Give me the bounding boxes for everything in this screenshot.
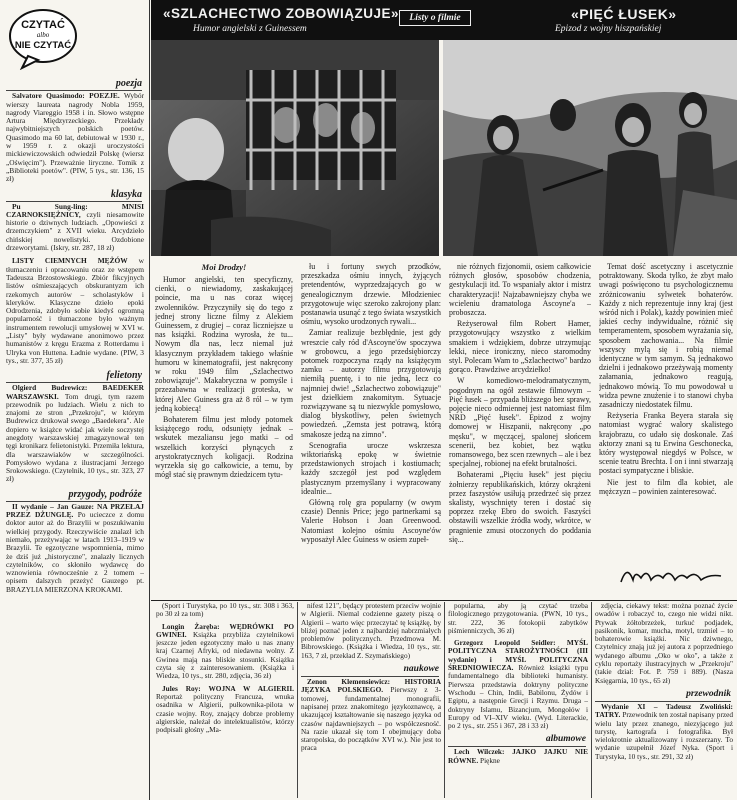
film-title-right: «PIĘĆ ŁUSEK» [571, 6, 677, 22]
article-paragraph: łu i fortuny swych przodków, przeszkadza ośmiu innych, żyjących pretendentów, wyprzedzających go w genealogicznym drzewie. Młodzieniec przygotowuje więc szeroko zakrojony plan: postanawia usunąć z tego świata wszystkich ośmiu, wysoko urodzonych rywali... [301, 262, 441, 327]
column-divider [297, 602, 298, 798]
article-paragraph: Reżyseria Franka Beyera starała się natomiast wygrać walory skalistego krajobrazu, co udało się doskonale. Zaś aktorzy znani są tu Erwina Geschonecka, który występował niegdyś w Polsce, w scenie teatru Brechta. I on i inni stwarzają postaci sympatyczne i bliskie. [599, 411, 733, 476]
book-entry-title: Lech Wilczek: JAJKO JAJKU NIE RÓWNE. [448, 747, 588, 765]
book-entry-title: Zenon Klemensiewicz: HISTORIA JĘZYKA POLSKIEGO. [301, 677, 441, 695]
book-entry-text: Pierwszy z 3-tomowej, fundamentalnej monografii, napisanej przez znakomitego językoznawcę, a ukazującej kształtowanie się naszego języka od czasów najdawniejszych – po współczesność. Na razie ukazał się tom I obejmujący doba staropolska, do początków XVI w.). Nie jest to praca [301, 685, 441, 753]
column-divider [444, 602, 445, 798]
book-entry-text: Po ucieczce z domu doktor autor aż do Brazylii w poszukiwaniu wielkiej przygody. Rzeczywiście znalazł ich niemało, przeżywając w latach 1913–1919 w Brazylii. Te egzotyczne wspomnienia, mimo że dziś już „historyczne", znalazły licznych czytelników, co skłoniło wydawcę do wznowienia równocześnie z 2 tomem – opisem dalszych przeżyć Gauzego pt. BRAZYLIA MIERZONA KROKAMI. [6, 510, 144, 594]
bottom-column-2 [301, 602, 441, 800]
article-paragraph: Reżyserował film Robert Hamer, przygotowujący wszystko z wielkim smakiem i wdziękiem, dobrze utrzymując lekki, niece ironiczny, nieco staromodny styl. Polecam Wam to „Szlachectwo" bardzo gorąco. Prawdziwe arcydziełko! [449, 319, 591, 375]
book-entry [6, 257, 144, 365]
book-entry [301, 678, 441, 753]
article-paragraph: Bohaterem filmu jest młody potomek książęcego rodu, odsunięty jednak – wskutek mezaliansu jego matki – od wszelkich korzyści płynących z arystokratycznych koligacji. Rodzina wyrzekła się go całkowicie, a temu, by mógł stać się prawnym dziedzicem tytu- [155, 415, 293, 480]
book-entry [6, 203, 144, 253]
article-paragraph: Nie jest to film dla kobiet, ale mężczyzn – powinien zainteresować. [599, 477, 733, 496]
article-paragraph: Bohaterami „Pięciu łusek" jest pięciu żołnierzy republikańskich, którzy okrążeni przez faszystów usiłują przedrzeć się przez skalisty, wyschnięty teren i dostać się poprzez rzekę Ebro do swoich. Faszyści obstawili wszelkie źródła wody, wkrótce, w pragnienie zmusi otoczonych do poddania się... [449, 470, 591, 544]
book-entry-title: Longin Żaręba: WĘDRÓWKI PO GWINEI. [156, 621, 294, 639]
article-paragraph: Scenografia urocze wskrzesza wiktoriańską epokę w świetnie przedstawionych strojach i kostiumach; każdy szczegół jest pod względem plastycznym przemyślany i wypracowany idealnie... [301, 440, 441, 496]
section-divider [151, 600, 737, 601]
article-column-4 [599, 262, 733, 562]
article-column-2 [301, 262, 441, 598]
bottom-column-1 [156, 602, 294, 800]
film-subtitle-left: Humor angielski z Guinessem [193, 24, 307, 34]
logo-line1: CZYTAĆ [21, 19, 65, 31]
book-entry-title: Pu Sung-ling: MNISI CZARNOKSIĘŻNICY, [6, 201, 144, 219]
article-column-3 [449, 262, 591, 598]
book-entry [595, 703, 733, 761]
article-column-1 [155, 262, 293, 598]
article-salutation: Moi Drodzy! [201, 262, 247, 272]
book-entry [301, 602, 441, 660]
book-entry-text: Książka przybliża czytelnikowi jeszcze jeden egzotyczny mało u nas znany kraj Czarnej Afryki, od niedawna wolny. Z Gwinea mają nas bliskie stosunki. Książka czyta się z zainteresowaniem. (Książka i Wiedza, 10 tys., str. 280, zdjęcia, 36 zł) [156, 629, 294, 681]
section-label: felietony [6, 370, 142, 383]
section-label: albumowe [448, 734, 586, 747]
book-entry-text: nifest 121", będący protestem przeciw wojnie w Algierii. Niemal codzienne gazety piszą o Algierii – warto więc przeczytać tę książkę, by bliżej poznać jeden z najbardziej nabrzmiałych problemów politycznych. Przedmowa M. Bibrowskiego. (Książka i Wiedza, 10 tys., str. 163, 7 zł, przekład Z. Szymańskiego) [301, 602, 441, 660]
film-still-left [151, 40, 441, 256]
column-divider [591, 602, 592, 798]
book-entry [448, 748, 588, 765]
book-entry-text: popularna, aby ją czytać trzeba filologicznego przygotowania. (PWN, 10 tys., str. 222, 36 fotokopii zabytków piśmienniczych, 36 zł) [448, 602, 588, 635]
film-title-left: «SZLACHECTWO ZOBOWIĄZUJE» [163, 6, 400, 21]
logo-line2: albo [36, 31, 50, 39]
section-label: klasyka [6, 189, 142, 202]
signature-icon [617, 562, 727, 588]
book-entry-text: Piękne [480, 755, 500, 765]
article-paragraph: Humor angielski, ten specyficzny, cienki, o niewiadomy, zaskakującej poincie, ma u nas coraz więcej zwolenników. Przyczyniły się do tego z jednej strony liczne filmy z Alekiem Guinessem, z drugiej – coraz liczniejsze u nas książki. Rodzina wyrosła, że tu... Nowym dla nas, lecz niemal już klasycznym przykładem takiego właśnie humoru w kinematografii, jest nakręcony w roku 1949 film „Szlachectwo zobowiązuje". Makabryczna w pomyśle i przezabawna w realizacji groteska, w której Alec Guiness gra aż 8 ról – w tym jedną kobiecą! [155, 275, 293, 413]
book-entry [6, 92, 144, 183]
czytac-logo-icon [8, 6, 78, 70]
book-entry-text: (Sport i Turystyka, po 10 tys., str. 308 i 363, po 30 zł za tom) [156, 602, 294, 619]
book-entry-title: Jules Roy: WOJNA W ALGIERII. [162, 683, 294, 693]
book-entry-text: Przewodnik ten został napisany przed wielu laty przez znanego, niezyjącego już turystę, kartografa i fotografika. Był wielokrotnie aktualizowany i rozszerzany. To wydanie uzupełnił Józef Nyka. (Sport i Turystyka, 10 tys., str. 291, 32 zł) [595, 710, 733, 761]
article-paragraph: Temat dość ascetyczny i ascetycznie potraktowany. Skoda tylko, że zbyt mało uwagi poświęcono tu psychologicznemu zróżnicowaniu sylwetek bohaterów. Każdy z nich reprezentuje inny kraj (jest wśród nich i Polak), każdy powinien mieć jakieś cechy indywidualne, różnić się temperamentem, sposobem wyrażania się, sposobem zachowania... Na filmie wszyscy mylą się i robią niemal identyczne w tym samym. Są jednakowo dzielni i jednakowo przeżywają momenty załamania, jednakowo reagują, jednakowo mówią. To mu powodował u widza pewne znużenie i to stanowi chyba zasadniczy niedostatek filmu. [599, 262, 733, 410]
book-entry-text: Tom drugi, tym razem przewodnik po ludziach. Wielu z nich to znajomi ze stron „Przekroju", w którym Budrewicz drukował swego „Baedekera". Ale dopiero w książce widać jak wiele soczystej anegdoty warszawskiej zmagazynował ten tęgi kronikarz felietonistyki. Przemiła lektura, dla warszawiaków w szczególności. Pomysłowo wydana z ilustracjami Jerzego Srokowskiego. (Czytelnik, 10 tys., str. 323, 27 zł) [6, 391, 144, 484]
section-label: przygody, podróże [6, 489, 142, 502]
book-entry [6, 503, 144, 594]
section-label: poezja [6, 78, 142, 91]
article-paragraph: Główną rolę gra popularny (w owym czasie) Dennis Price; jego partnerkami są Valerie Hobson i Joan Greenwood. Natomiast kolejno ośmiu Ascoyne'ów wyposażył Alec Guiness w osiem zupeł- [301, 498, 441, 544]
book-entry [595, 602, 733, 685]
book-entry-text: zdjęcia, ciekawy tekst: można poznać życie owadów i robaczyć to, czego nie widzi nikt. Ptywak żółtobrzeżek, turkuć podjadek, pasikonik, komar, mucha, motyl, trzmiel – to bohaterowie książki. Nic dziwnego, Czytelnicy znają już jej autora z poprzedniego wydanego albumu „Oko w oko", a także z cyklu reportaży ilustracyjnych w „Przekroju" (takie dział: Fot. P. 759 i 889). (Nasza Księgarnia, 10 tys., 65 zł) [595, 602, 733, 685]
film-subtitle-right: Epizod z wojny hiszpańskiej [555, 24, 662, 34]
article-paragraph: W komediowo-melodramatycznym, pogodnym na ogół zestawie filmowym – Pięć łusek – przypada bliższego bez sprawy, pojęcie nieco odmiennej jest natomiast film NRD „Pięć łusek". Epizod z wojny domowej w Hiszpanii, nakręcony „po męsku", w męczącej, spalonej słońcem scenerii, bez kobiet, bez wątku romansowego, bez scen rzewnych – ale i bez specjalnej, robionej na efekt brutalności. [449, 376, 591, 469]
signature-text: Aleksandra [669, 586, 675, 587]
sidebar-content [6, 78, 144, 594]
book-entry-title: Olgierd Budrewicz: BAEDEKER WARSZAWSKI. [6, 383, 144, 401]
book-entry [448, 639, 588, 730]
book-entry-title: Wydanie XI – Tadeusz Zwoliński: TATRY. [595, 701, 733, 720]
film-still-right [443, 40, 737, 256]
bottom-column-4 [595, 602, 733, 800]
film-banner [151, 0, 737, 40]
section-label: naukowe [301, 664, 439, 677]
book-entry [6, 384, 144, 484]
book-entry-title: II wydanie – Jan Gauze: NA PRZEŁAJ PRZEZ DŻUNGLĘ. [6, 501, 144, 520]
section-label: przewodnik [595, 689, 731, 702]
book-entry-title: LISTY CIEMNYCH MĘŻÓW [12, 256, 128, 266]
film-still-left-image [151, 40, 441, 256]
book-entry [156, 623, 294, 681]
book-entry [156, 685, 294, 735]
book-entry [156, 602, 294, 619]
book-entry-title: Grzegorz Leopold Seidler: MYŚL POLITYCZNA STAROŻYTNOŚCI (III wydanie) i MYŚL POLITYCZNA ŚREDNIOWIECZA. [448, 638, 588, 673]
article-paragraph: nie różnych fizjonomii, osiem całkowicie różnych głosów, sposobów chodzenia, gestykulacji itd. To wspaniały aktor i mistrz charakteryzacji! Najzabawniejszy chyba we wcieleniu dramatologa Ascoyne'a – proboszcza. [449, 262, 591, 318]
book-entry-text: czyli niesamowite historie o dziwnych ludziach. „Opowieści z drzemczykiem" z XVII wieku. Arcydzieło chińskiej nowelistyki. Ozdobione drzeworytami. (Iskry, str. 287, 18 zł) [6, 209, 144, 253]
book-entry-text: Wybór wierszy laureata nagrody Nobla 1959, nagrody Viareggio 1958 i in. Słowo wstępne Artura Międzyrzeckiego. Przekłady najwybitniejszych polskich poetów. Quasimodo ma 60 lat, debiutował w 1930 r., w 1959 r. z okazji uroczystości mickiewiczowskich odwiedził Polskę (wiersz „Oświęcim"). Przeważnie liryczne. Tomik z „Biblioteki poetów". (PIW, 5 tys., str. 136, 15 zł) [6, 91, 144, 184]
film-still-right-image [443, 40, 737, 256]
book-entry-title: Salvatore Quasimodo: POEZJE. [12, 91, 120, 101]
book-entry-text: Reportaż polityczny Francuza, wnuka osadnika w Algierii, pułkownika-pilota w czasie wojny. Roy, znający dobrze problemy algierskie, należał do intelektualistów, którzy podpisali głośny „Ma- [156, 691, 294, 735]
section-badge: Listy o filmie [399, 10, 471, 26]
book-entry-text: w tłumaczeniu i opracowaniu oraz ze wstępem Tadeusza Brzostowskiego. Zbiór fikcyjnych listów ośmieszających obskurantyzm ich rzekomych autorów – scholastyków i kleryków. Klasyczne dzieło epoki Odrodzenia, zdobyło sobie kiedyś ogromną popularność i tłumaczone było ważnym instrumentem rewolucji umysłowej w XVI w. „Listy" były wydawane anonimowo przez humanistów z kręgu Erazma z Rotterdamu i Ulryka von Huttena. Ładnie wydane. (PIW, 3 tys., str. 377, 35 zł) [6, 256, 144, 365]
book-reviews-sidebar [0, 0, 150, 800]
logo-line3: NIE CZYTAĆ [14, 40, 72, 51]
bottom-column-3 [448, 602, 588, 800]
book-entry [448, 602, 588, 635]
article-paragraph: Zamiar realizuje bezbłędnie, jest gdy wreszcie cały ród d'Ascoyne'ów spoczywa w grobowcu, a jego przedsiębiorczy potomek rozpoczyna rządy na książęcym zamku – autorzy filmu przygotowują niemiłą puentę, i to nie jedną, lecz co najmniej dwie! „Szlachectwo zobowiązuje" jest dziełkiem znakomitym. Sytuacje rozwiązywane są tu niezwykle pomysłowo, dialog błyskotliwy, pełen świetnych powiedzeń. „Zemsta jest potrawą, którą smakosze jedzą na zimno". [301, 328, 441, 439]
author-signature [617, 562, 727, 588]
book-entry-text: Również książki typu fundamentalnego dla biblioteki humanisty. Pierwsza przedstawia doktryny polityczne Wschodu – Chin, Indii, Babilonu, Żydów i Egiptu, a następnie Grecji i Rzymu. Druga – doktryny Islamu, Bizancjum, Mongołów i Europy od VI–XIV wieku. (Wyd. Literackie, po 2 tys., str. 255 i 367, 28 i 33 zł) [448, 663, 588, 731]
